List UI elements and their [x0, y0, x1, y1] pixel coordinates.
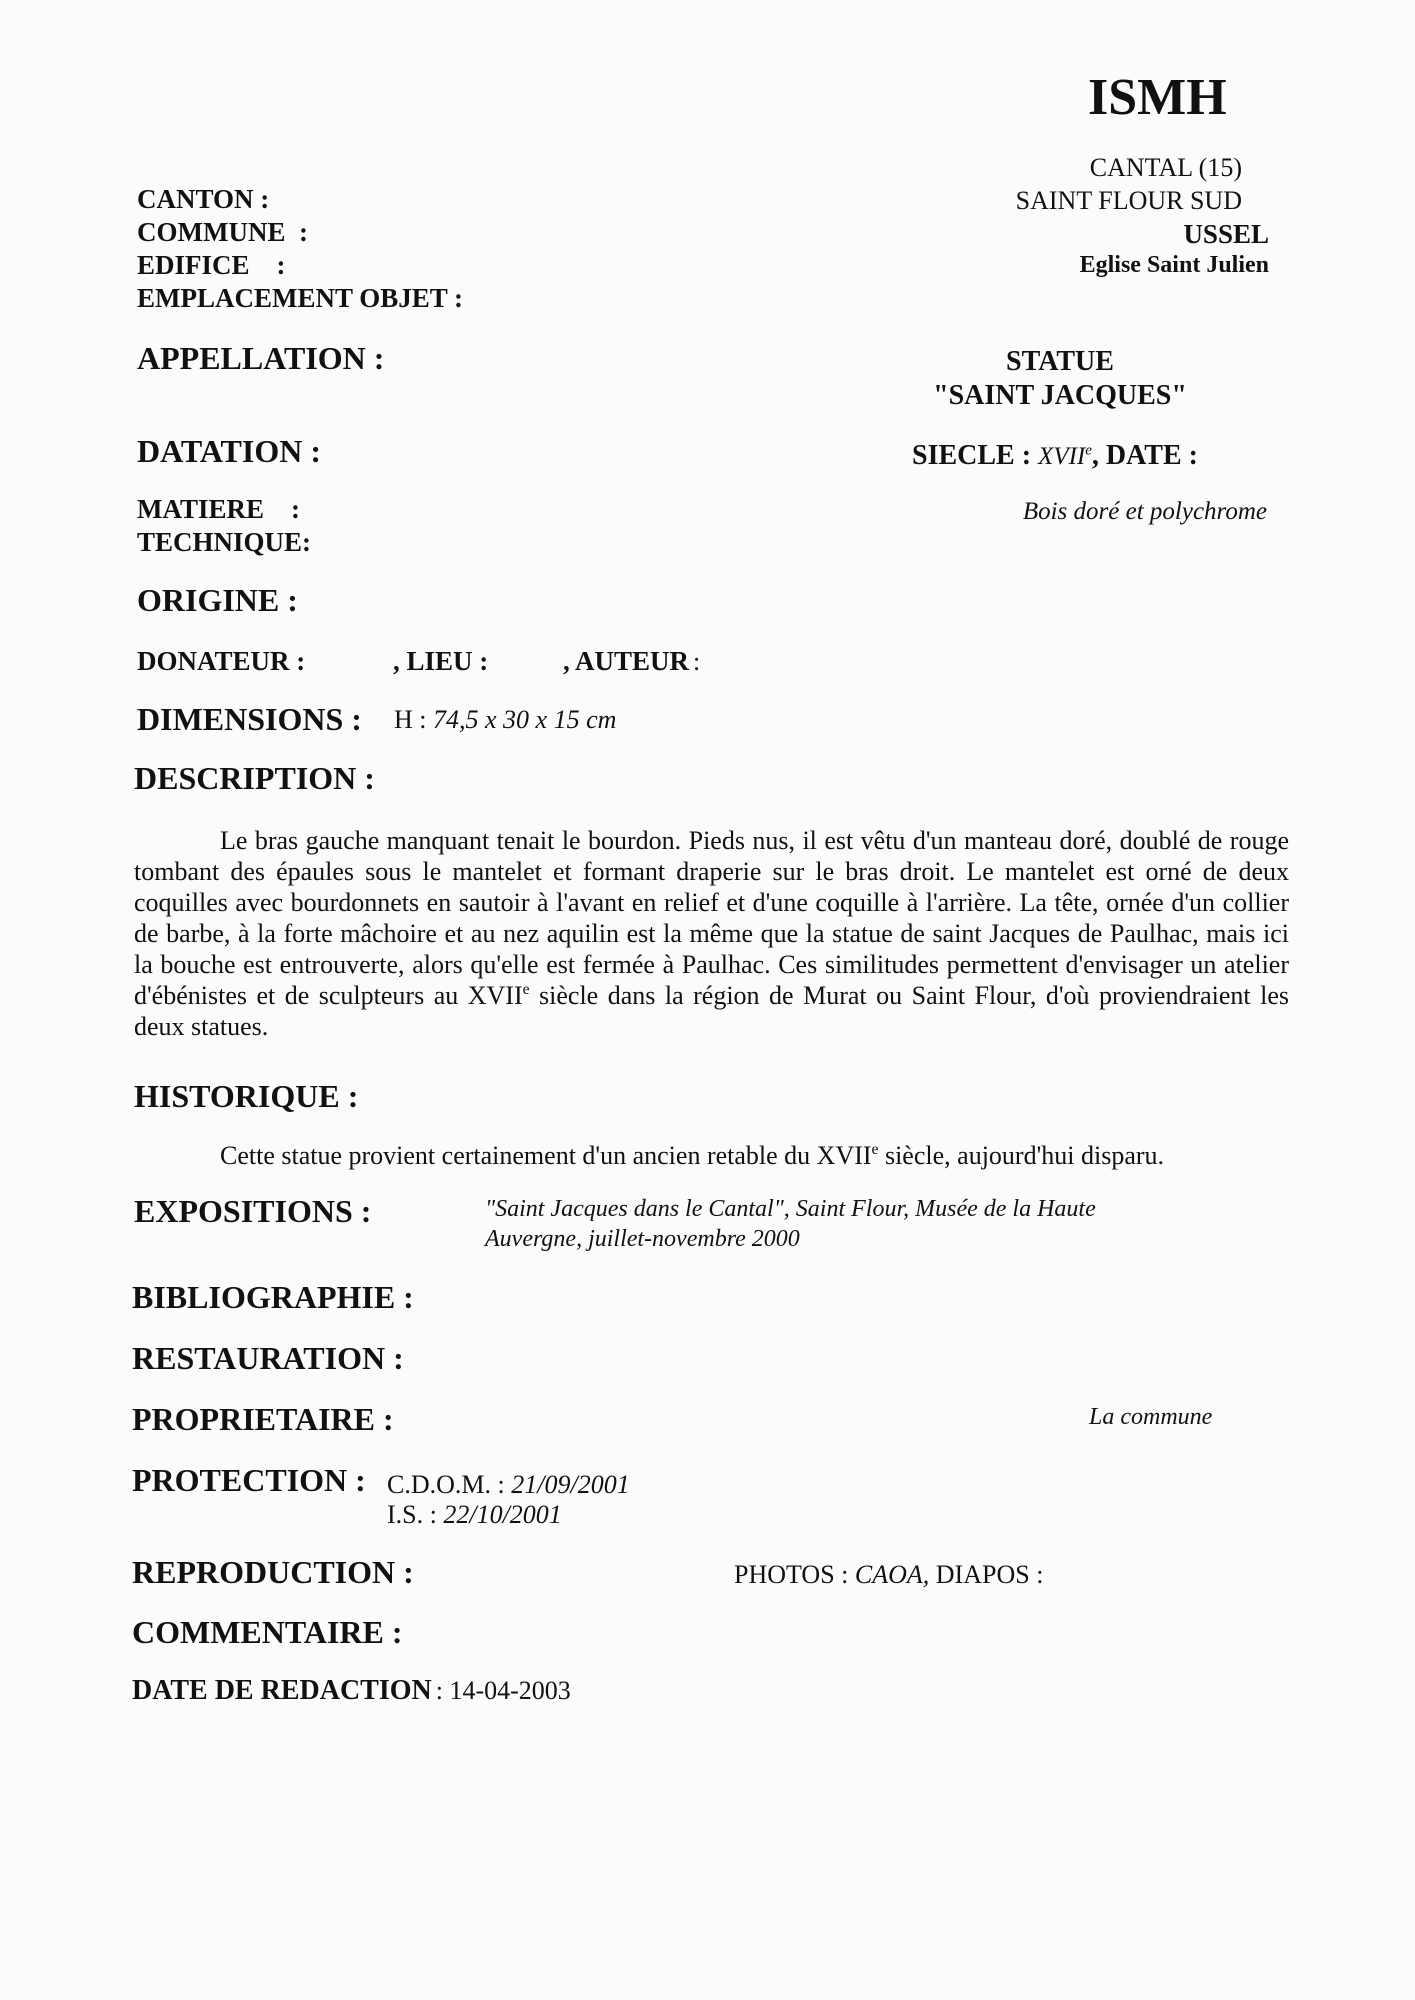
donateur-label: DONATEUR :	[137, 646, 306, 676]
siecle-line	[912, 440, 1198, 472]
canton-value: SAINT FLOUR SUD	[1015, 186, 1242, 215]
siecle-value: XVIIe	[1038, 442, 1092, 470]
proprietaire-label: PROPRIETAIRE :	[132, 1401, 394, 1437]
historique-label: HISTORIQUE :	[134, 1078, 359, 1114]
dimensions-prefix: H :	[394, 705, 427, 734]
siecle-label: SIECLE :	[912, 440, 1032, 471]
lieu-label: , LIEU :	[393, 646, 489, 676]
description-label: DESCRIPTION :	[134, 760, 375, 796]
dimensions-value-line	[394, 705, 616, 735]
photos-value: CAOA,	[854, 1560, 930, 1589]
appellation-label: APPELLATION :	[137, 340, 385, 376]
date-label: , DATE :	[1091, 440, 1198, 471]
appellation-line2: "SAINT JACQUES"	[933, 380, 1187, 411]
expositions-line2: Auvergne, juillet-novembre 2000	[485, 1226, 800, 1252]
edifice-value: Eglise Saint Julien	[1079, 252, 1269, 278]
date-redaction-label: DATE DE REDACTION	[132, 1675, 432, 1706]
commune-value: USSEL	[1183, 219, 1269, 249]
commentaire-label: COMMENTAIRE :	[132, 1614, 403, 1650]
appellation-line1: STATUE	[1006, 346, 1114, 377]
protection-cdom: C.D.O.M. : 21/09/2001	[387, 1470, 630, 1499]
auteur-label: , AUTEUR	[563, 646, 690, 676]
historique-text: Cette statue provient certainement d'un ancien retable du XVIIe siècle, aujourd'hui disparu.	[220, 1140, 1165, 1170]
diapos-label: DIAPOS :	[935, 1560, 1044, 1589]
date-redaction-value: : 14-04-2003	[435, 1676, 571, 1705]
reproduction-label: REPRODUCTION :	[132, 1554, 414, 1590]
bibliographie-label: BIBLIOGRAPHIE :	[132, 1279, 414, 1315]
expositions-label: EXPOSITIONS :	[134, 1193, 372, 1229]
matiere-label: MATIERE :	[137, 494, 301, 524]
expositions-line1: "Saint Jacques dans le Cantal", Saint Flour, Musée de la Haute	[485, 1196, 1096, 1222]
origine-label: ORIGINE :	[137, 582, 298, 618]
auteur-line	[563, 646, 700, 677]
canton-label: CANTON :	[137, 184, 270, 214]
proprietaire-value: La commune	[1089, 1404, 1213, 1430]
datation-label: DATATION :	[137, 433, 321, 469]
dimensions-label: DIMENSIONS :	[137, 701, 362, 737]
edifice-label: EDIFICE :	[137, 250, 286, 280]
photos-label: PHOTOS :	[734, 1560, 849, 1589]
departement-value: CANTAL (15)	[1089, 153, 1242, 182]
commune-label: COMMUNE :	[137, 217, 308, 247]
ismh-stamp: ISMH	[1088, 69, 1227, 126]
emplacement-label: EMPLACEMENT OBJET :	[137, 283, 464, 313]
photos-line	[734, 1560, 1043, 1590]
description-text: Le bras gauche manquant tenait le bourdon. Pieds nus, il est vêtu d'un manteau doré, doublé de rouge tombant des épaules sous le mantelet et formant draperie sur le bras droit. Le mantelet est orné de deux coquilles avec bourdonnets en sautoir à l'avant en relief et d'une coquille à l'arrière. La tête, ornée d'un collier de barbe, à la forte mâchoire et au nez aquilin est la même que la statue de saint Jacques de Paulhac, mais ici la bouche est entrouverte, alors qu'elle est fermée à Paulhac. Ces similitudes permettent d'envisager un atelier d'ébénistes et de sculpteurs au XVIIe siècle dans la région de Murat ou Saint Flour, d'où proviendraient les deux statues.	[134, 826, 1290, 1041]
technique-label: TECHNIQUE:	[137, 527, 312, 557]
protection-is: I.S. : 22/10/2001	[387, 1500, 562, 1529]
date-redaction-line	[132, 1675, 571, 1707]
dimensions-value: 74,5 x 30 x 15 cm	[433, 705, 617, 734]
auteur-colon: :	[693, 647, 701, 676]
protection-label: PROTECTION :	[132, 1462, 366, 1498]
matiere-value: Bois doré et polychrome	[1022, 498, 1267, 525]
restauration-label: RESTAURATION :	[132, 1340, 404, 1376]
